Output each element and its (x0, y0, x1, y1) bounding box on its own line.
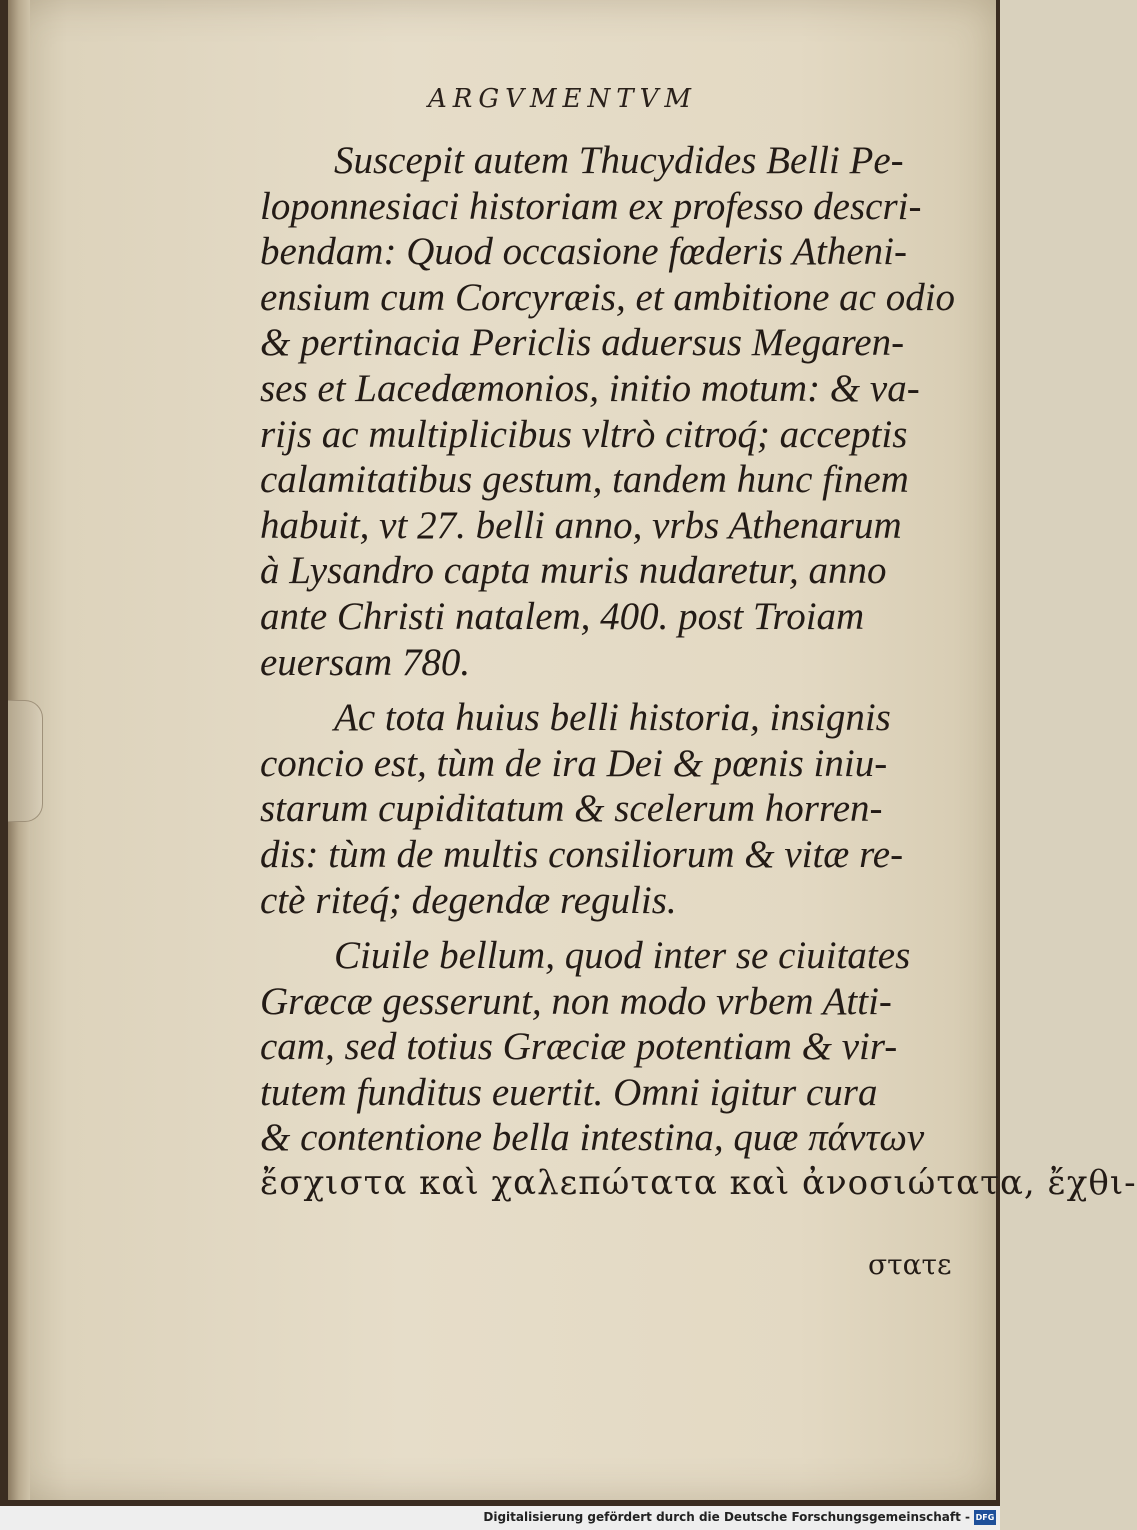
greek-text-line: ἔσχιστα καὶ χαλεπώτατα καὶ ἀνοσιώτατα, ἔχθι- (260, 1163, 1137, 1204)
text-line: tutem funditus euertit. Omni igitur cura (260, 1070, 878, 1114)
text-line: cam, sed totius Græciæ potentiam & vir- (260, 1025, 898, 1069)
text-line: ante Christi natalem, 400. post Troiam (260, 594, 865, 638)
text-line: à Lysandro capta muris nudaretur, anno (260, 549, 887, 593)
text-line: ensium cum Corcyræis, et ambitione ac odio (260, 275, 956, 319)
paragraph-2 (260, 695, 944, 923)
footer-credit: Digitalisierung gefördert durch die Deutsche Forschungsgemeinschaft - (483, 1510, 970, 1524)
text-line: rijs ac multiplicibus vltrò citroq́; acceptis (260, 412, 908, 456)
text-line: euersam 780. (260, 640, 471, 684)
text-line: Suscepit autem Thucydides Belli Pe- (334, 139, 904, 182)
text-line: Græcæ gesserunt, non modo vrbem Atti- (260, 979, 892, 1023)
text-line: & contentione bella intestina, quæ πάντων (260, 1116, 925, 1160)
text-line: & pertinacia Periclis aduersus Megaren- (260, 321, 905, 365)
text-line: ses et Lacedæmonios, initio motum: & va- (260, 366, 920, 410)
text-line: ctè riteq́; degendæ regulis. (260, 878, 677, 922)
text-line: Ac tota huius belli historia, insignis (334, 696, 891, 740)
text-line: calamitatibus gestum, tandem hunc finem (260, 458, 909, 502)
book-page (8, 0, 1137, 1500)
page-clasp (8, 700, 43, 822)
text-line: concio est, tùm de ira Dei & pœnis iniu- (260, 741, 888, 785)
text-line: starum cupiditatum & scelerum horren- (260, 787, 883, 831)
digitization-footer (0, 1506, 1000, 1530)
text-line: Ciuile bellum, quod inter se ciuitates (334, 934, 911, 978)
body-text (260, 138, 1137, 1207)
text-line: bendam: Quod occasione fœderis Atheni- (260, 230, 908, 274)
paragraph-3 (260, 933, 1137, 1207)
paragraph-1 (260, 138, 956, 685)
text-line: loponnesiaci historiam ex professo descri- (260, 184, 922, 228)
catchword: στατε (868, 1248, 952, 1281)
text-line: dis: tùm de multis consiliorum & vitæ re- (260, 832, 904, 876)
running-head: ARGVMENTVM (428, 84, 697, 114)
dfg-logo: DFG (974, 1510, 996, 1525)
text-line: habuit, vt 27. belli anno, vrbs Athenarum (260, 503, 902, 547)
